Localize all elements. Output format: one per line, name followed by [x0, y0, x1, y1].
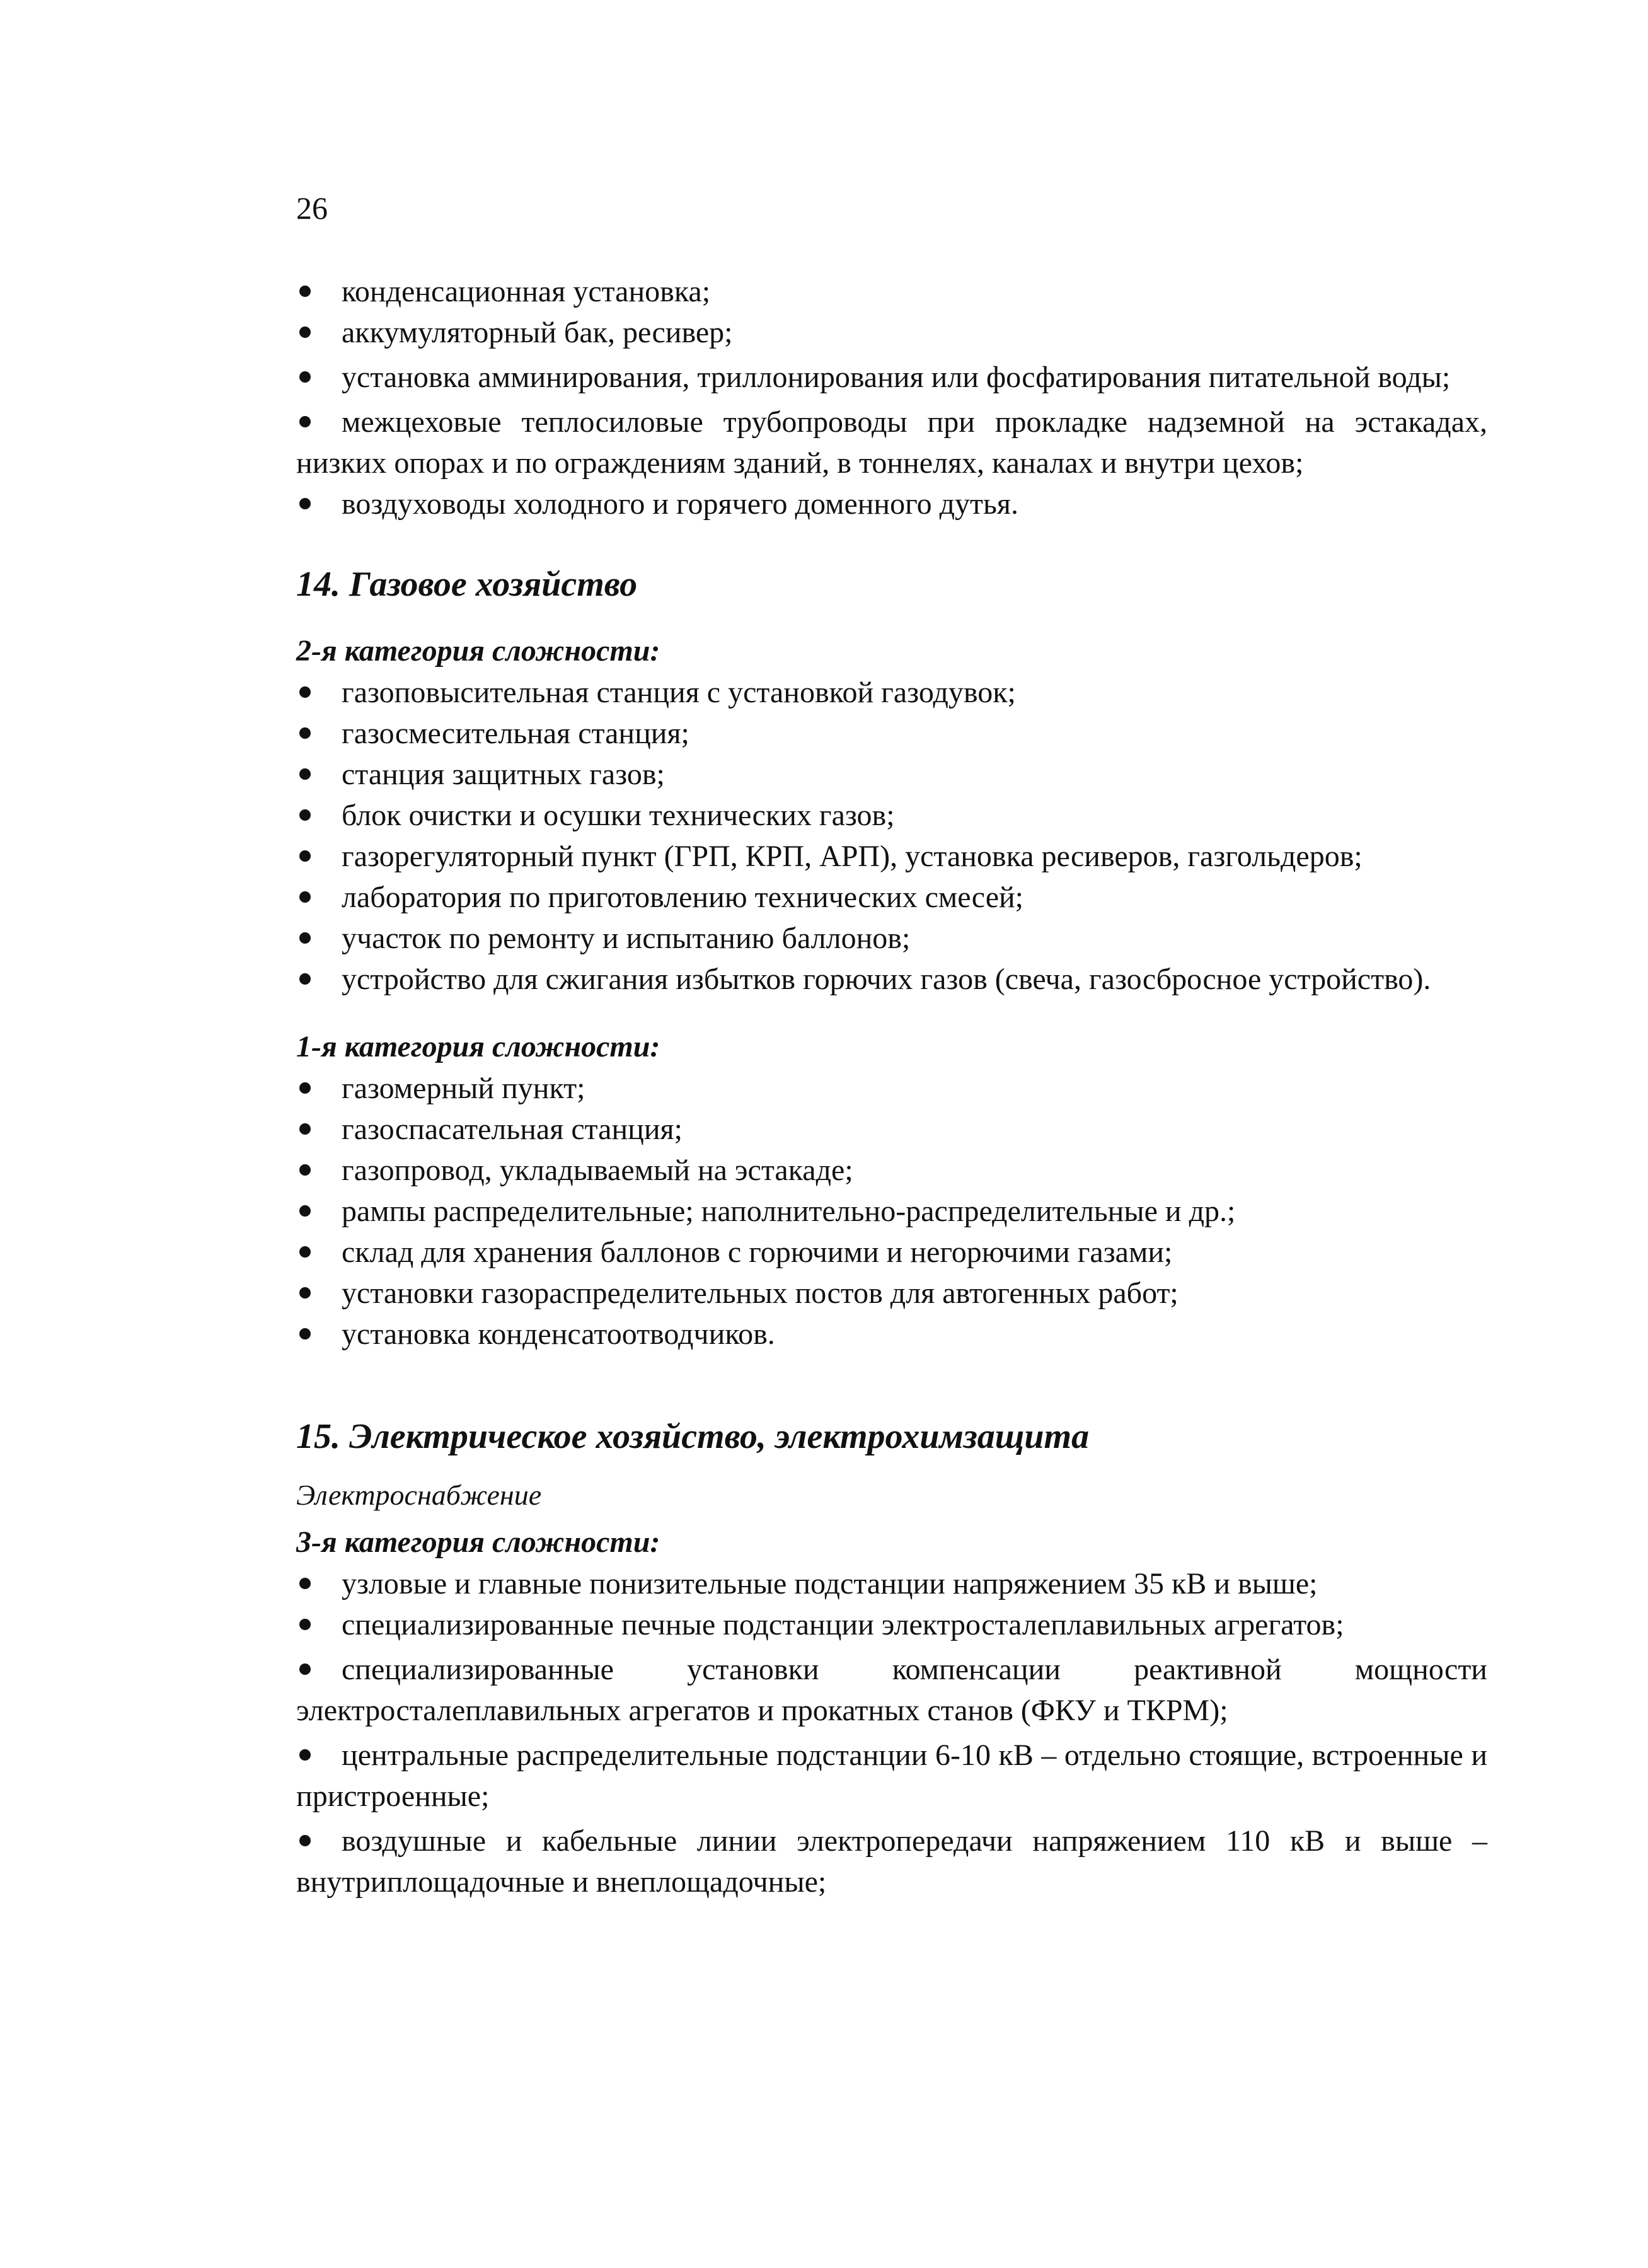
list-item: конденсационная установка; — [296, 271, 1487, 312]
category-2-list — [296, 672, 1487, 1000]
section-15-heading: 15. Электрическое хозяйство, электрохимзащита — [296, 1417, 1090, 1456]
list-item: газосмесительная станция; — [296, 713, 1487, 754]
list-item: газомерный пункт; — [296, 1068, 1487, 1109]
section-14-heading: 14. Газовое хозяйство — [296, 565, 638, 604]
list-item: специализированные установки компенсации реактивной мощности электросталеплавильных агрегатов и прокатных станов (ФКУ и ТКРМ); — [296, 1649, 1487, 1731]
list-item: межцеховые теплосиловые трубопроводы при прокладке надземной на эстакадах, низких опорах и по ограждениям зданий, в тоннелях, каналах и внутри цехов; — [296, 402, 1487, 483]
list-item: участок по ремонту и испытанию баллонов; — [296, 918, 1487, 959]
list-item: газопровод, укладываемый на эстакаде; — [296, 1150, 1487, 1191]
list-item: склад для хранения баллонов с горючими и негорючими газами; — [296, 1232, 1487, 1273]
list-item: рампы распределительные; наполнительно-распределительные и др.; — [296, 1191, 1487, 1232]
list-item: центральные распределительные подстанции 6-10 кВ – отдельно стоящие, встроенные и пристроенные; — [296, 1735, 1487, 1817]
intro-list — [296, 271, 1487, 524]
list-item: газорегуляторный пункт (ГРП, КРП, АРП), установка ресиверов, газгольдеров; — [296, 836, 1487, 877]
list-item: станция защитных газов; — [296, 754, 1487, 795]
list-item: воздуховоды холодного и горячего доменного дутья. — [296, 483, 1487, 524]
page-content — [296, 271, 1487, 1902]
subsection-title: Электроснабжение — [296, 1479, 542, 1511]
list-item: установка амминирования, триллонирования или фосфатирования питательной воды; — [296, 357, 1487, 398]
page-number: 26 — [296, 190, 328, 226]
category-3-list — [296, 1563, 1487, 1902]
list-item: установки газораспределительных постов для автогенных работ; — [296, 1273, 1487, 1314]
list-item: аккумуляторный бак, ресивер; — [296, 312, 1487, 353]
category-1-list — [296, 1068, 1487, 1355]
category-1-label: 1-я категория сложности: — [296, 1030, 660, 1063]
list-item: узловые и главные понизительные подстанции напряжением 35 кВ и выше; — [296, 1563, 1487, 1604]
list-item: газоспасательная станция; — [296, 1109, 1487, 1150]
category-3-label: 3-я категория сложности: — [296, 1525, 660, 1559]
list-item: воздушные и кабельные линии электропередачи напряжением 110 кВ и выше – внутриплощадочные и внеплощадочные; — [296, 1820, 1487, 1902]
category-2-label: 2-я категория сложности: — [296, 634, 660, 668]
list-item: лаборатория по приготовлению технических смесей; — [296, 877, 1487, 918]
list-item: установка конденсатоотводчиков. — [296, 1314, 1487, 1355]
list-item: газоповысительная станция с установкой газодувок; — [296, 672, 1487, 713]
list-item: блок очистки и осушки технических газов; — [296, 795, 1487, 836]
list-item: устройство для сжигания избытков горючих газов (свеча, газосбросное устройство). — [296, 959, 1487, 1000]
list-item: специализированные печные подстанции электросталеплавильных агрегатов; — [296, 1604, 1487, 1645]
